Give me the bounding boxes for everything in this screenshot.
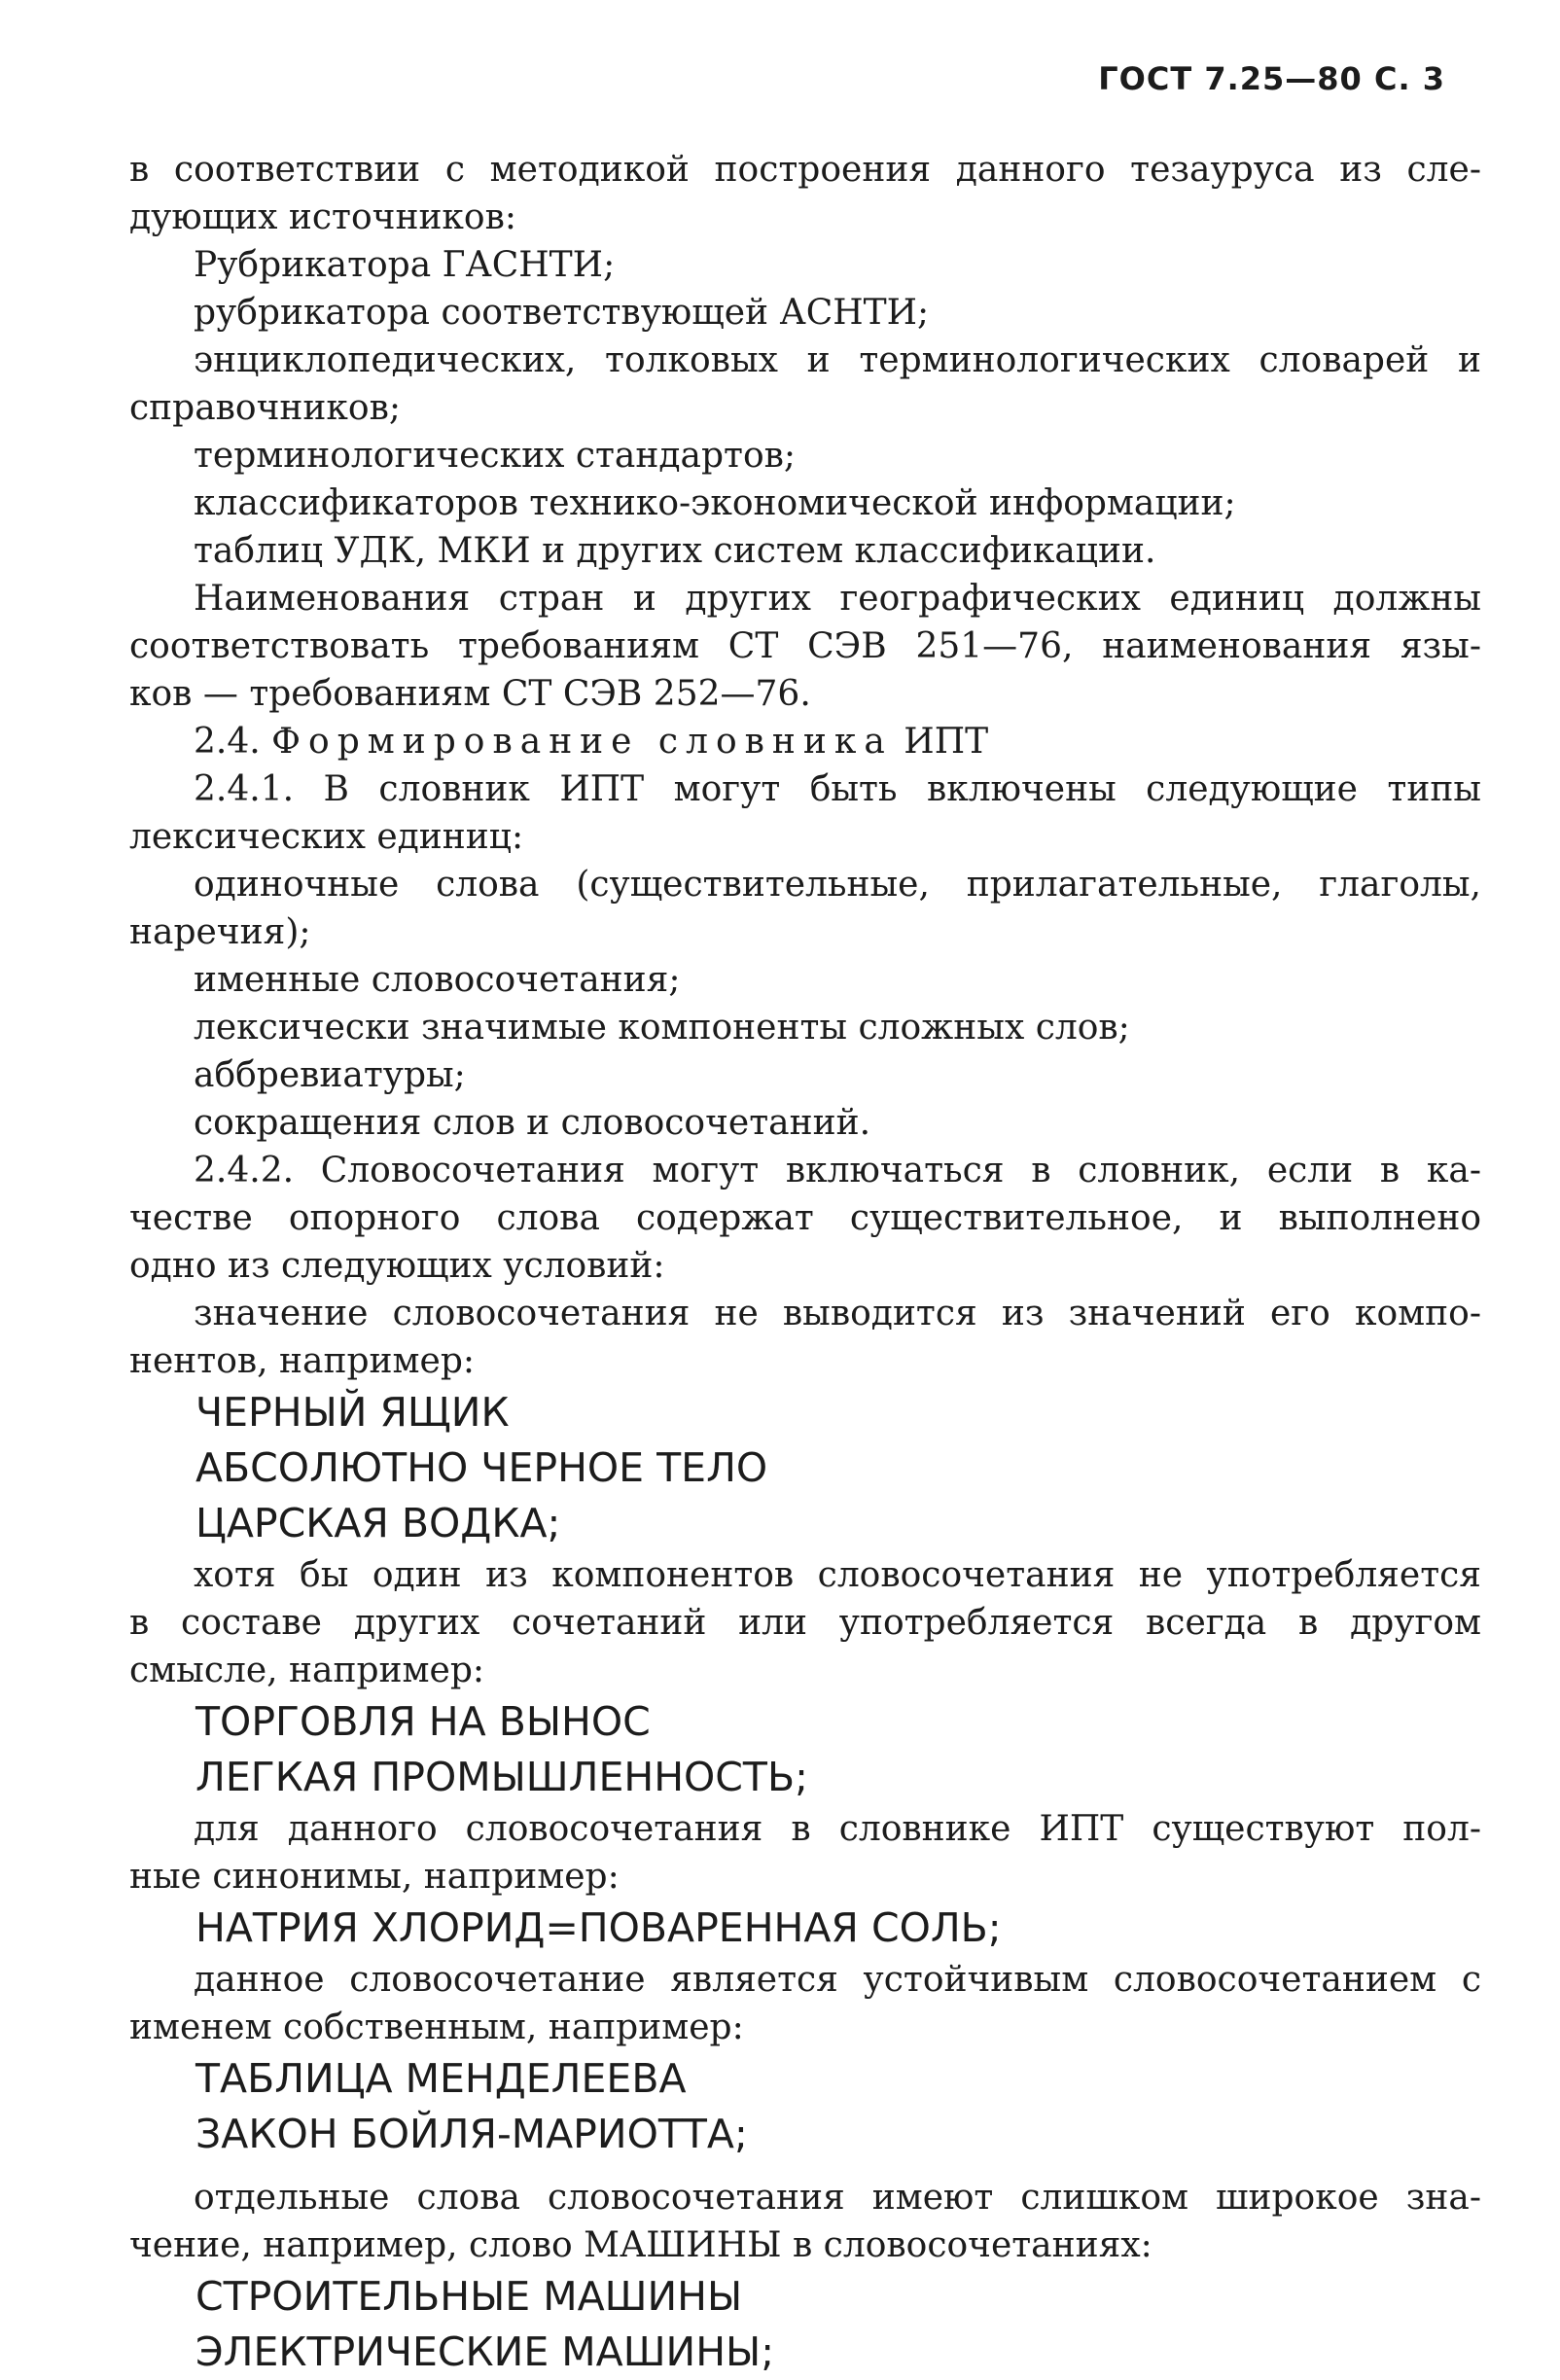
text-line: аббревиатуры; xyxy=(194,1055,466,1095)
text-line: в соответствии с методикой построения данного тезауруса из сле- xyxy=(129,150,1481,190)
document-body xyxy=(129,146,1481,2380)
example-term: ЭЛЕКТРИЧЕСКИЕ МАШИНЫ; xyxy=(195,2328,775,2375)
text-line: смысле, например: xyxy=(129,1651,485,1690)
text-line: справочников; xyxy=(129,388,401,428)
example-term: НАТРИЯ ХЛОРИД=ПОВАРЕННАЯ СОЛЬ; xyxy=(195,1904,1002,1951)
section-heading xyxy=(129,718,1481,765)
text-line: ные синонимы, например: xyxy=(129,1857,620,1897)
text-line: значение словосочетания не выводится из значений его компо- xyxy=(194,1294,1481,1333)
text-line: ков — требованиям СТ СЭВ 252—76. xyxy=(129,674,811,714)
example-term: АБСОЛЮТНО ЧЕРНОЕ ТЕЛО xyxy=(195,1444,768,1491)
text-line: одиночные слова (существительные, прилагательные, глаголы, xyxy=(194,865,1481,905)
text-line: классификаторов технико-экономической информации; xyxy=(194,483,1236,523)
example-term: ТАБЛИЦА МЕНДЕЛЕЕВА xyxy=(195,2055,687,2102)
text-line: Рубрикатора ГАСНТИ; xyxy=(194,245,616,285)
page-header: ГОСТ 7.25—80 С. 3 xyxy=(1098,60,1445,97)
text-line: для данного словосочетания в словнике ИПТ существуют пол- xyxy=(194,1809,1481,1849)
text-line: сокращения слов и словосочетаний. xyxy=(194,1103,871,1143)
text-line: 2.4.1. В словник ИПТ могут быть включены следующие типы xyxy=(194,769,1481,809)
text-line: терминологических стандартов; xyxy=(194,436,797,476)
text-line: именем собственным, например: xyxy=(129,2007,744,2047)
text-line: одно из следующих условий: xyxy=(129,1246,665,1286)
section-number: 2.4. xyxy=(194,722,272,762)
text-line: энциклопедических, толковых и терминологических словарей и xyxy=(194,340,1481,380)
text-line: в составе других сочетаний или употребляется всегда в другом xyxy=(129,1603,1481,1643)
text-line: соответствовать требованиям СТ СЭВ 251—76, наименования язы- xyxy=(129,626,1481,666)
example-term: СТРОИТЕЛЬНЫЕ МАШИНЫ xyxy=(195,2273,743,2320)
spacer xyxy=(129,2162,1481,2174)
text-line: лексических единиц: xyxy=(129,817,524,857)
text-line: честве опорного слова содержат существительное, и выполнено xyxy=(129,1198,1481,1238)
text-line: данное словосочетание является устойчивым словосочетанием с xyxy=(194,1960,1481,2000)
example-term: ТОРГОВЛЯ НА ВЫНОС xyxy=(195,1698,651,1745)
text-line: отдельные слова словосочетания имеют слишком широкое зна- xyxy=(194,2178,1481,2218)
section-title: Формирование словника xyxy=(271,722,893,762)
text-line: таблиц УДК, МКИ и других систем классификации. xyxy=(194,531,1156,571)
text-line: хотя бы один из компонентов словосочетания не употребляется xyxy=(194,1555,1481,1595)
text-line: рубрикатора соответствующей АСНТИ; xyxy=(194,293,930,333)
example-term: ЧЕРНЫЙ ЯЩИК xyxy=(195,1389,510,1436)
text-line: Наименования стран и других географических единиц должны xyxy=(194,579,1481,619)
example-term: ЗАКОН БОЙЛЯ-МАРИОТТА; xyxy=(195,2111,748,2157)
text-line: дующих источников: xyxy=(129,197,517,237)
example-term: ЛЕГКАЯ ПРОМЫШЛЕННОСТЬ; xyxy=(195,1754,808,1800)
section-title-suffix: ИПТ xyxy=(892,722,989,762)
text-line: нентов, например: xyxy=(129,1341,476,1381)
text-line: наречия); xyxy=(129,912,311,952)
text-line: 2.4.2. Словосочетания могут включаться в словник, если в ка- xyxy=(194,1151,1481,1190)
text-line: именные словосочетания; xyxy=(194,960,681,1000)
text-line: лексически значимые компоненты сложных слов; xyxy=(194,1008,1130,1048)
text-line: чение, например, слово МАШИНЫ в словосочетаниях: xyxy=(129,2225,1152,2265)
example-term: ЦАРСКАЯ ВОДКА; xyxy=(195,1500,561,1546)
